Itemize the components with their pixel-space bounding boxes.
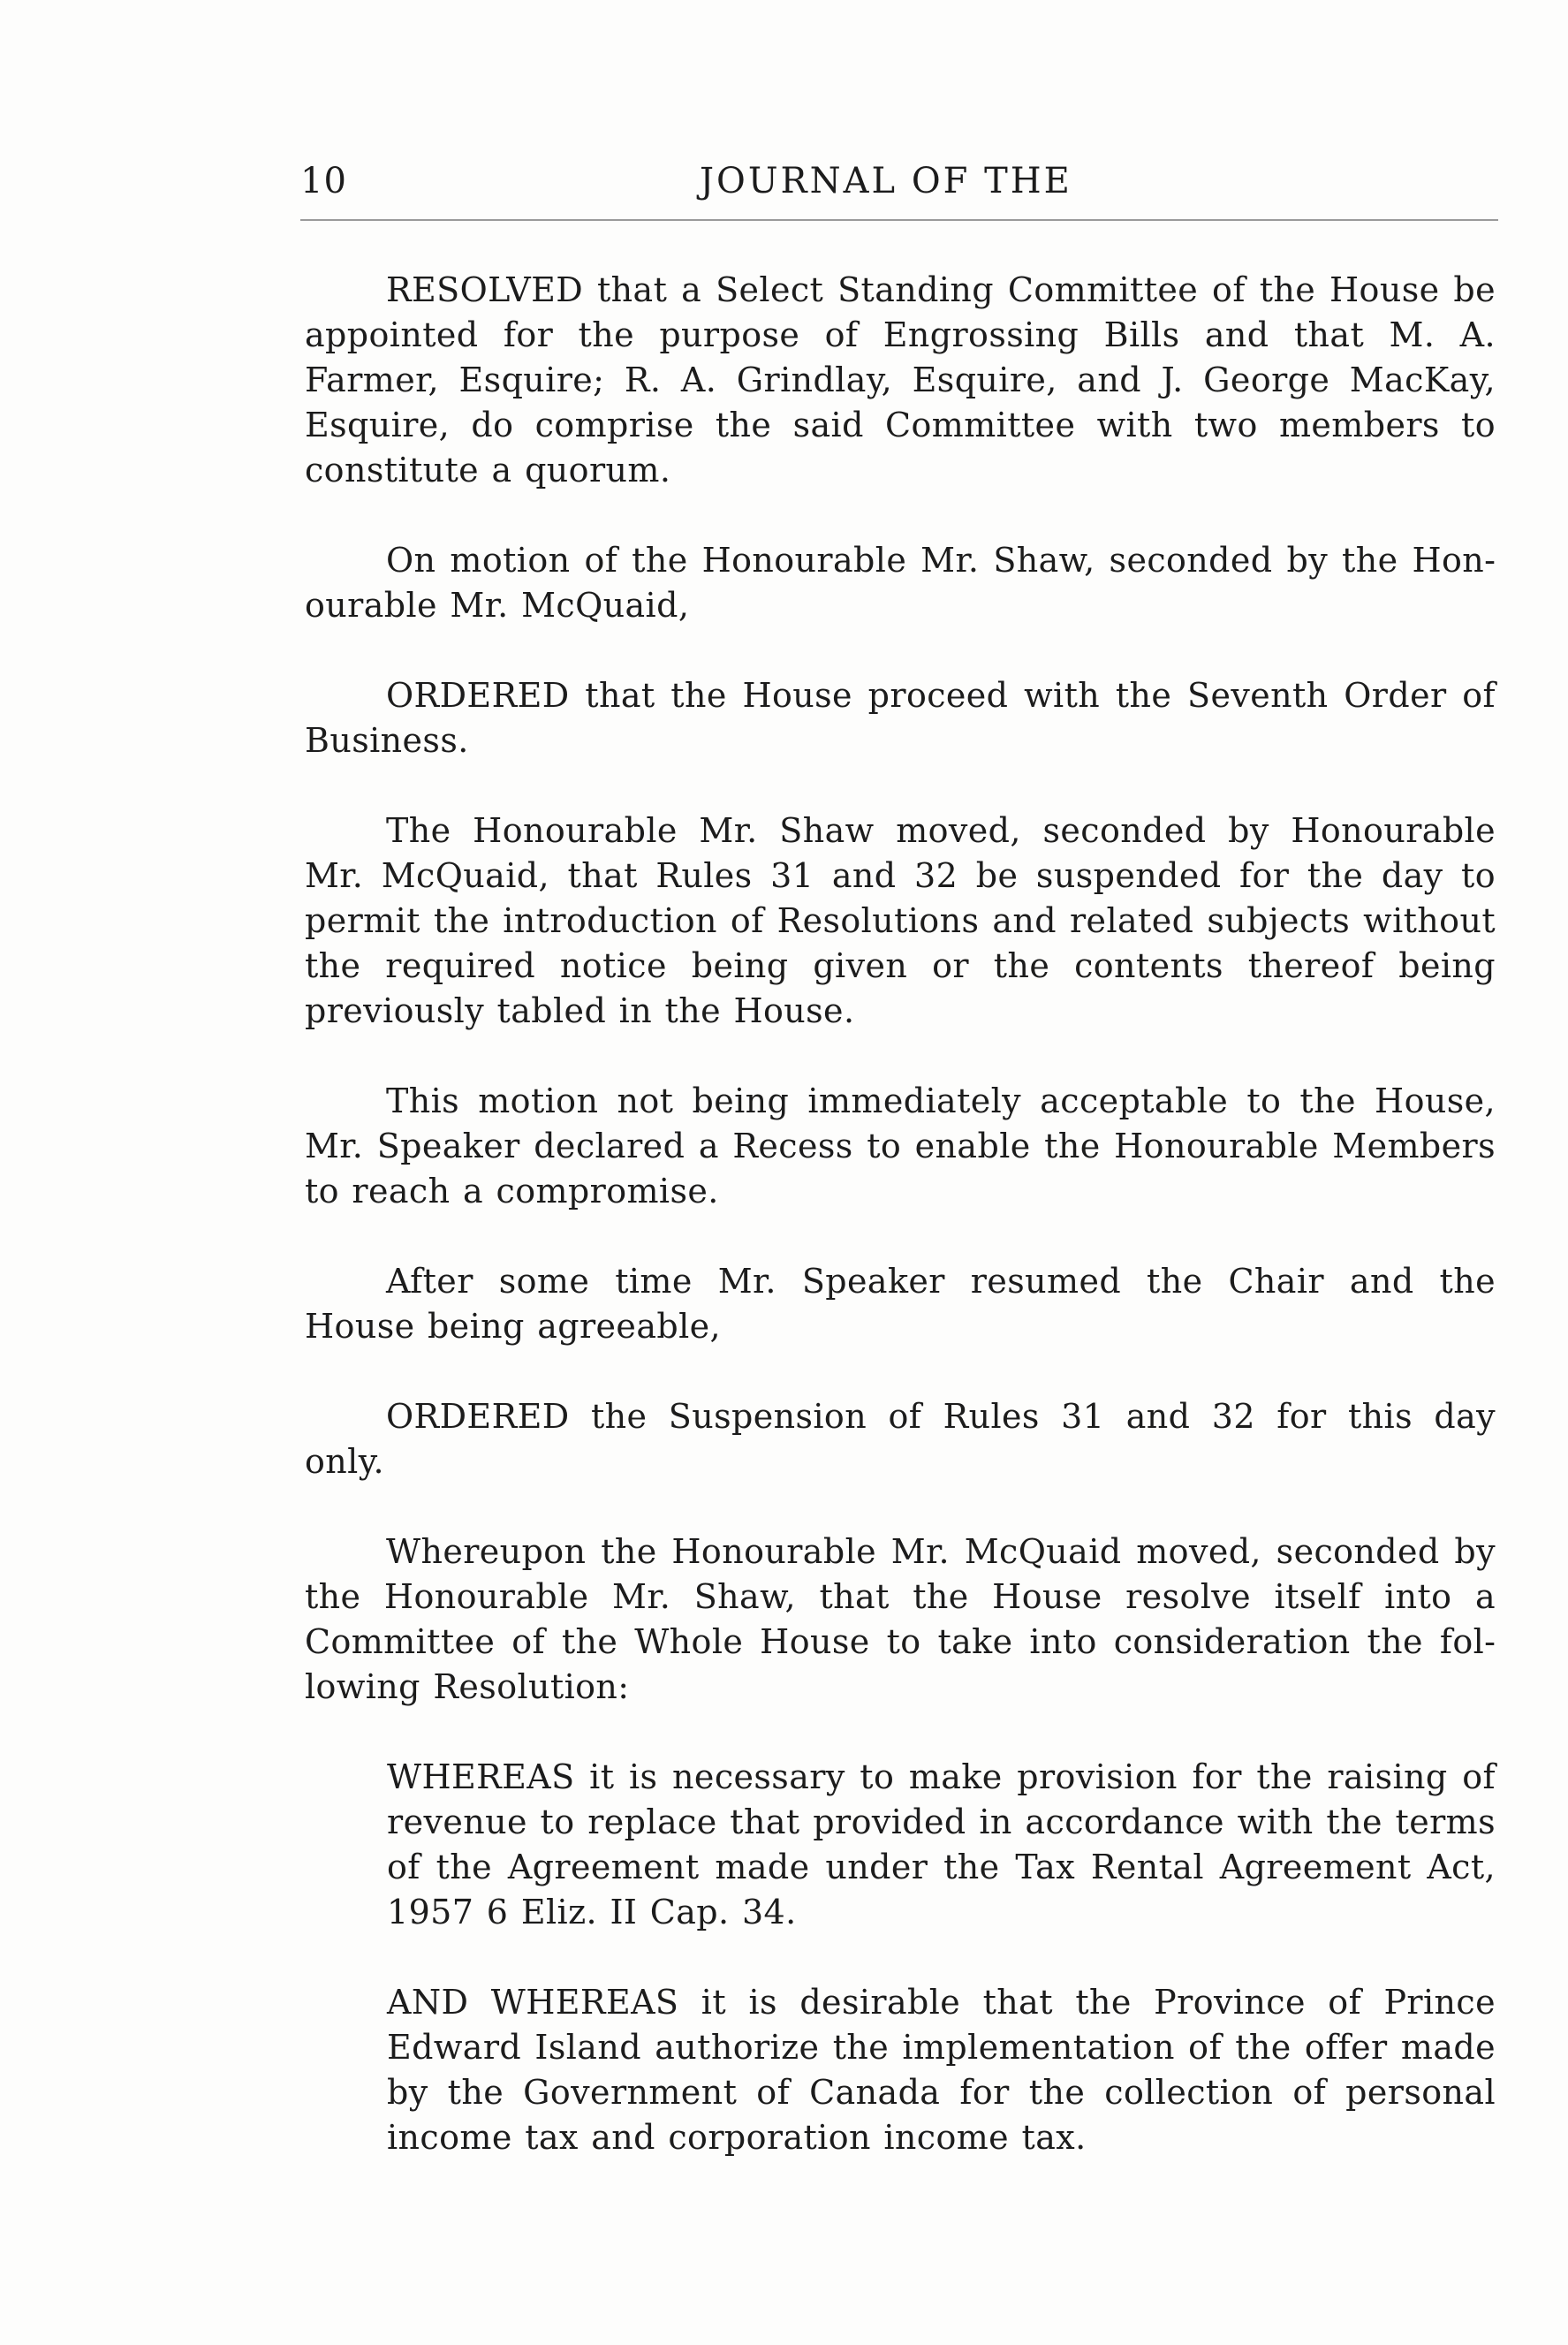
resolved-paragraph: RESOLVED that a Select Standing Committee of the House be appointed for the purpose of Engrossing Bills and that M. A. Farmer, Esquire; R. A. Grindlay, Esquire, and J. George MacKay, Esquire, do comprise the said Committee with two members to constitute a quorum.	[305, 270, 1496, 489]
whereas-clause: WHEREAS it is necessary to make provision for the raising of revenue to replace that provided in accordance with the terms of the Agreement made under the Tax Rental Agreement Act, 1957 6 Eliz. II Cap. 34.	[387, 1757, 1496, 1931]
speaker-resumed-paragraph: After some time Mr. Speaker resumed the Chair and the House being agreeable,	[305, 1262, 1496, 1346]
journal-body	[305, 268, 1496, 2205]
motion-paragraph: On motion of the Honourable Mr. Shaw, seconded by the Honourable Mr. McQuaid,	[305, 541, 1496, 625]
committee-of-whole-paragraph: Whereupon the Honourable Mr. McQuaid moved, seconded by the Honourable Mr. Shaw, that the House resolve itself into a Committee of the Whole House to take into consideration the following Resolution:	[305, 1532, 1496, 1706]
page-number: 10	[300, 161, 347, 201]
ordered-seventh-order-paragraph: ORDERED that the House proceed with the Seventh Order of Business.	[305, 676, 1496, 760]
header-rule	[300, 219, 1498, 221]
running-head: JOURNAL OF THE	[700, 161, 1072, 201]
recess-paragraph: This motion not being immediately acceptable to the House, Mr. Speaker declared a Recess to enable the Honourable Members to reach a compromise.	[305, 1081, 1496, 1210]
suspend-rules-motion-paragraph: The Honourable Mr. Shaw moved, seconded by Honourable Mr. McQuaid, that Rules 31 and 32 be suspended for the day to permit the introduction of Resolutions and related subjects without the required notice being given or the contents thereof being previously tabled in the House.	[305, 811, 1496, 1030]
ordered-suspension-paragraph: ORDERED the Suspension of Rules 31 and 32 for this day only.	[305, 1397, 1496, 1481]
page-header	[300, 161, 1498, 209]
and-whereas-clause: AND WHEREAS it is desirable that the Province of Prince Edward Island authorize the implementation of the offer made by the Government of Canada for the collection of personal income tax and corporation income tax.	[387, 1983, 1496, 2157]
